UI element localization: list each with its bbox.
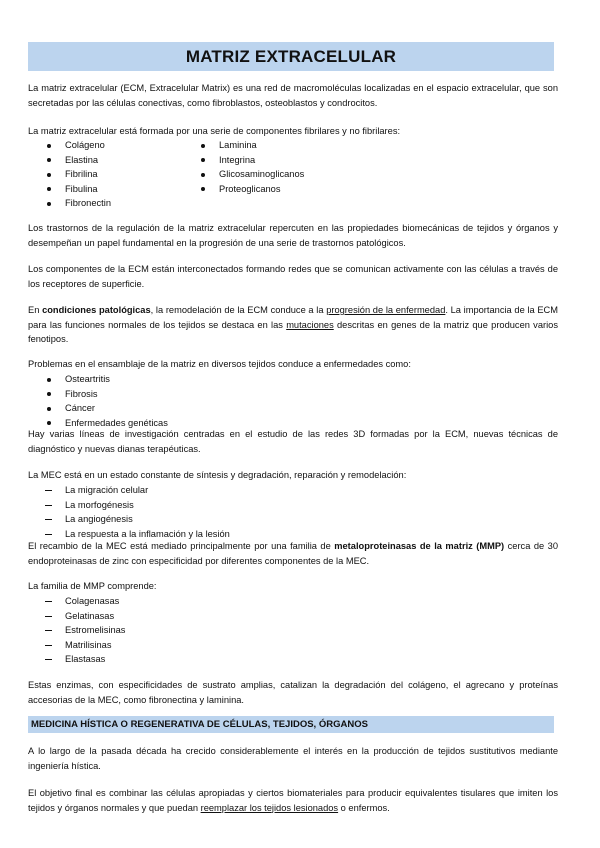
- list-item: Fibulina: [28, 182, 188, 197]
- paragraph-pathological: [28, 303, 558, 347]
- components-list-col1: [28, 138, 188, 211]
- page-title: MATRIZ EXTRACELULAR: [28, 42, 554, 71]
- list-item: Enfermedades genéticas: [28, 416, 558, 431]
- bold-term: condiciones patológicas: [42, 305, 151, 315]
- text-run: cerca de 30 endoproteinasas de zinc con especificidad por diferentes componentes de la MEC.: [28, 541, 558, 566]
- list-item: La morfogénesis: [28, 498, 558, 513]
- list-item: Fibrilina: [28, 167, 188, 182]
- components-list-col2: [182, 138, 382, 196]
- text-run: . La importancia de la ECM para las funciones normales de los tejidos se destaca en las: [28, 305, 558, 330]
- underlined-term: progresión de la enfermedad: [326, 305, 446, 315]
- paragraph-intro: La matriz extracelular (ECM, Extracelular Matrix) es una red de macromoléculas localizadas en el espacio extracelular, que son secretadas por las células conectivas, como fibroblastos, osteoblastos y condrocitos.: [28, 83, 558, 108]
- list-item: Colágeno: [28, 138, 188, 153]
- paragraph-disorders: Los trastornos de la regulación de la matriz extracelular repercuten en las propiedades biomecánicas de tejidos y órganos y desempeñan un papel fundamental en la progresión de una serie de trastornos patológicos.: [28, 223, 558, 248]
- paragraph-mmp: [28, 539, 558, 568]
- paragraph-mec-state: La MEC está en un estado constante de síntesis y degradación, reparación y remodelación:: [28, 470, 407, 480]
- list-item: Estromelisinas: [28, 623, 558, 638]
- text-run: descritas en genes de la matriz que producen varios fenotipos.: [28, 319, 558, 344]
- list-item: Laminina: [182, 138, 382, 153]
- text-run: El recambio de la MEC está mediado principalmente por una familia de: [28, 541, 335, 551]
- paragraph-mmp-family: La familia de MMP comprende:: [28, 581, 157, 591]
- list-item: Elastasas: [28, 652, 558, 667]
- list-item: La angiogénesis: [28, 512, 558, 527]
- underlined-term: mutaciones: [286, 319, 334, 330]
- processes-list: [28, 483, 558, 541]
- paragraph-components: La matriz extracelular está formada por una serie de componentes fibrilares y no fibrilares:: [28, 126, 401, 136]
- list-item: Integrina: [182, 153, 382, 168]
- list-item: Elastina: [28, 153, 188, 168]
- list-item: La migración celular: [28, 483, 558, 498]
- text-run: o enfermos.: [338, 802, 390, 813]
- text-run: , la remodelación de la ECM conduce a la: [150, 305, 327, 315]
- list-item: Fibronectin: [28, 196, 188, 211]
- mmp-family-list: [28, 594, 558, 667]
- paragraph-networks: Los componentes de la ECM están interconectados formando redes que se comunican activamente con las células a través de los receptores de superficie.: [28, 264, 558, 289]
- list-item: Glicosaminoglicanos: [182, 167, 382, 182]
- paragraph-objective: [28, 786, 558, 815]
- text-run: En: [28, 305, 43, 315]
- section-heading: MEDICINA HÍSTICA O REGENERATIVA DE CÉLULAS, TEJIDOS, ÓRGANOS: [28, 716, 554, 733]
- paragraph-enzymes: Estas enzimas, con especificidades de sustrato amplias, catalizan la degradación del colágeno, el agrecano y proteínas accesorias de la MEC, como fibronectina y laminina.: [28, 680, 558, 705]
- list-item: Cáncer: [28, 401, 558, 416]
- paragraph-problems: Problemas en el ensamblaje de la matriz en diversos tejidos conduce a enfermedades como:: [28, 359, 411, 369]
- text-run: El objetivo final es combinar las células apropiadas y ciertos biomateriales para producir equivalentes tisulares que imiten los tejidos y órganos normales y que puedan: [28, 788, 558, 813]
- list-item: Proteoglicanos: [182, 182, 382, 197]
- list-item: Gelatinasas: [28, 609, 558, 624]
- paragraph-tissue-engineering: A lo largo de la pasada década ha crecido considerablemente el interés en la producción de tejidos sustitutivos mediante ingeniería hística.: [28, 746, 558, 771]
- list-item: Osteartritis: [28, 372, 558, 387]
- list-item: Colagenasas: [28, 594, 558, 609]
- diseases-list: [28, 372, 558, 430]
- list-item: La respuesta a la inflamación y la lesión: [28, 527, 558, 542]
- bold-term: metaloproteinasas de la matriz (MMP): [334, 541, 505, 551]
- underlined-term: reemplazar los tejidos lesionados: [200, 802, 339, 813]
- list-item: Matrilisinas: [28, 638, 558, 653]
- list-item: Fibrosis: [28, 387, 558, 402]
- paragraph-research: Hay varias líneas de investigación centradas en el estudio de las redes 3D formadas por la ECM, nuevas técnicas de diagnóstico y nuevas dianas terapéuticas.: [28, 429, 558, 454]
